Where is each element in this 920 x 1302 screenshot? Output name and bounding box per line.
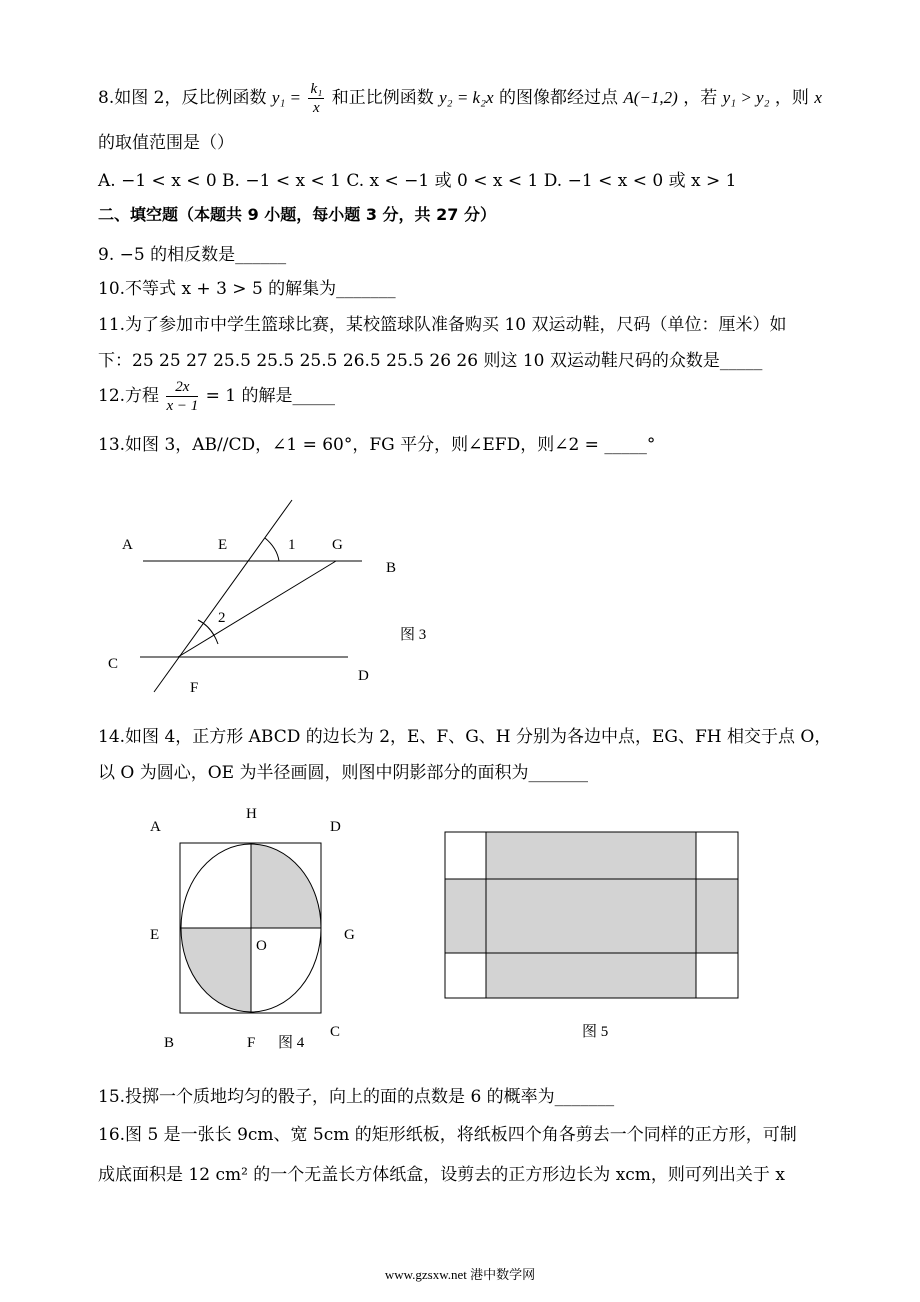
fig4-label-h: H xyxy=(246,806,257,822)
q12-frac-den: x − 1 xyxy=(166,398,199,414)
q11-line1: 11.为了参加市中学生篮球比赛，某校篮球队准备购买 10 双运动鞋，尺码（单位：厘米）如 xyxy=(98,315,787,335)
label-2: 2 xyxy=(218,610,226,626)
box-shade-center xyxy=(486,832,696,998)
q12-frac-num: 2x xyxy=(166,378,198,397)
q8-y1: y₁ = xyxy=(271,88,302,107)
label-e: E xyxy=(218,537,228,553)
transversal-ef xyxy=(154,500,292,692)
box-shade-right xyxy=(696,879,738,953)
fig4-label-e: E xyxy=(150,927,160,943)
fig4-label-f: F xyxy=(247,1035,256,1051)
line-fg xyxy=(178,561,336,657)
angle-2-arc xyxy=(198,620,218,644)
q8-frac-num: k₁ xyxy=(310,81,323,97)
angle-1-arc xyxy=(265,538,279,561)
label-a: A xyxy=(122,537,133,553)
figure-4-caption: 图 4 xyxy=(278,1035,305,1051)
q10: 10.不等式 x + 3 > 5 的解集为_______ xyxy=(98,279,396,299)
q8-frac-den: x xyxy=(313,100,320,116)
label-f: F xyxy=(190,680,199,696)
q8-prefix: 8.如图 2，反比例函数 xyxy=(98,88,272,108)
fig4-label-d: D xyxy=(330,819,341,835)
figure-3-caption: 图 3 xyxy=(400,627,427,643)
fig4-label-o: O xyxy=(256,938,267,954)
q8-options: A. −1 < x < 0 B. −1 < x < 1 C. x < −1 或 0 < x < 1 D. −1 < x < 0 或 x > 1 xyxy=(98,171,737,191)
q8-mid4: ，则 xyxy=(774,88,815,108)
q14-line2: 以 O 为圆心，OE 为半径画圆，则图中阴影部分的面积为_______ xyxy=(98,763,588,783)
q8-cond: y₁ > y₂ xyxy=(722,88,770,107)
q8-point: A(−1,2) xyxy=(623,88,678,107)
q12-suffix: = 1 的解是_____ xyxy=(205,386,336,406)
fig4-label-g: G xyxy=(344,927,355,943)
q14-line1: 14.如图 4，正方形 ABCD 的边长为 2，E、F、G、H 分别为各边中点，EG、FH 相交于点 O， xyxy=(98,727,832,747)
q8-mid2: 的图像都经过点 xyxy=(498,88,624,108)
q9: 9. −5 的相反数是______ xyxy=(98,245,287,265)
label-1: 1 xyxy=(288,537,296,553)
box-shade-left xyxy=(445,879,486,953)
q16-line2: 成底面积是 12 cm² 的一个无盖长方体纸盒，设剪去的正方形边长为 xcm，则可列出关于 x xyxy=(98,1165,785,1185)
footer: www.gzsxw.net 港中数学网 xyxy=(384,1267,536,1282)
q8-var: x xyxy=(814,88,822,107)
label-b: B xyxy=(386,560,397,576)
figure-5-caption: 图 5 xyxy=(582,1024,609,1040)
q12-prefix: 12.方程 xyxy=(98,386,165,406)
label-g: G xyxy=(332,537,343,553)
q16-line1: 16.图 5 是一张长 9cm、宽 5cm 的矩形纸板，将纸板四个角各剪去一个同样的正方形，可制 xyxy=(98,1125,797,1145)
q8-y2: y₂ = k₂x xyxy=(439,88,494,107)
q13: 13.如图 3，AB//CD，∠1 = 60°，FG 平分，则∠EFD，则∠2 = _____° xyxy=(98,435,656,455)
label-d: D xyxy=(358,668,369,684)
fig4-label-b: B xyxy=(164,1035,175,1051)
label-c: C xyxy=(108,656,119,672)
q15: 15.投掷一个质地均匀的骰子，向上的面的点数是 6 的概率为_______ xyxy=(98,1087,615,1107)
q8-mid: 和正比例函数 xyxy=(331,88,440,108)
fig4-label-c: C xyxy=(330,1024,341,1040)
q8-line2: 的取值范围是（） xyxy=(98,133,234,153)
fig4-label-a: A xyxy=(150,819,161,835)
q8-mid3: ，若 xyxy=(683,88,723,108)
figure-4-and-5 xyxy=(0,790,920,1070)
section-heading: 二、填空题（本题共 9 小题，每小题 3 分，共 27 分） xyxy=(98,205,496,224)
q11-line2: 下：25 25 27 25.5 25.5 25.5 26.5 25.5 26 26 则这 10 双运动鞋尺码的众数是_____ xyxy=(98,351,763,371)
